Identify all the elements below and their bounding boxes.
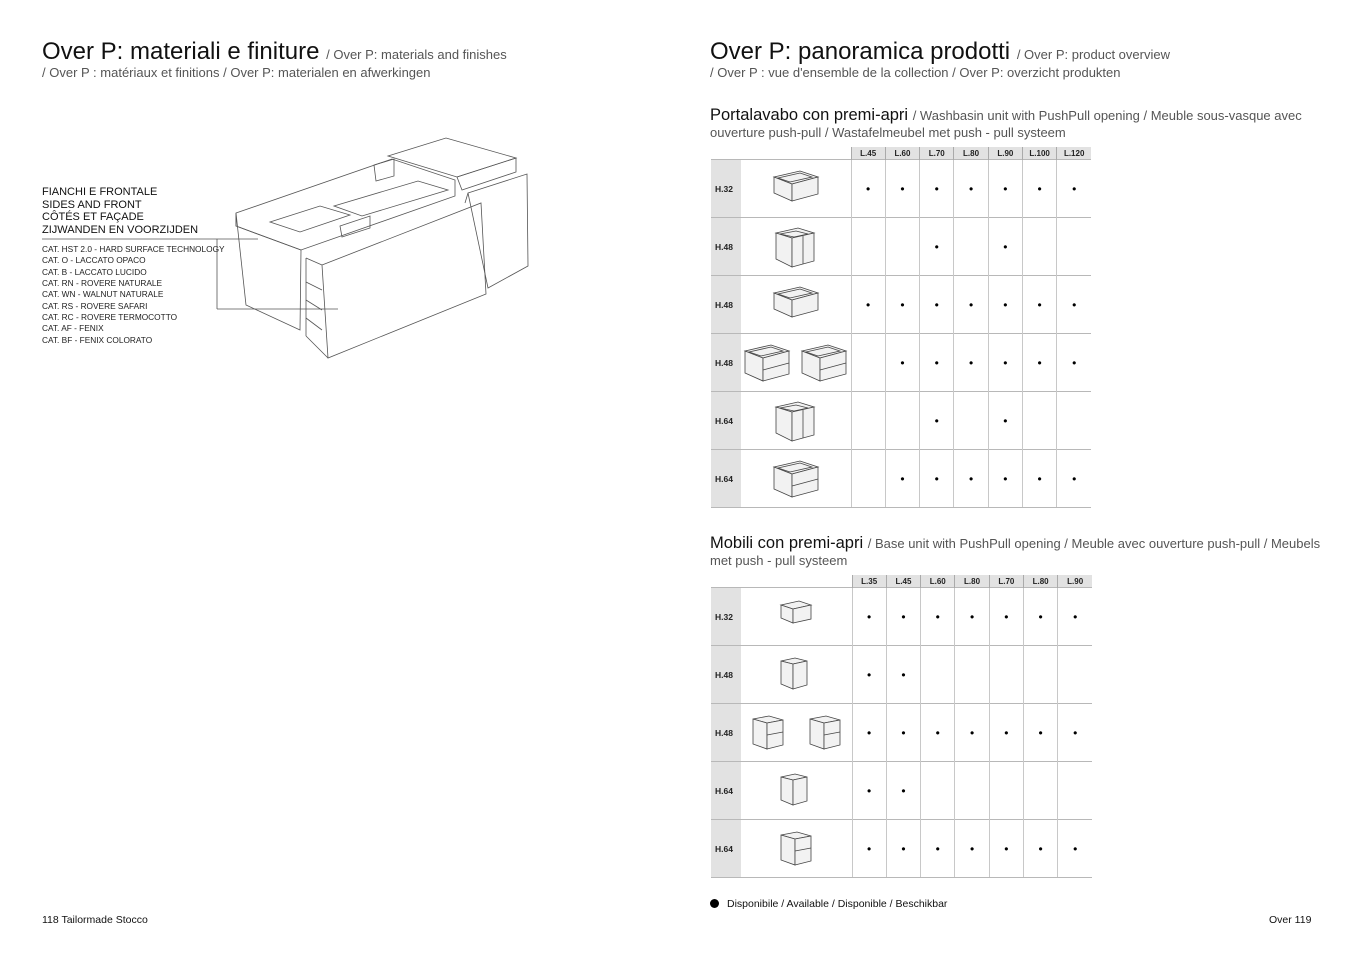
- availability-cell: •: [920, 276, 954, 334]
- legend-text: Disponibile / Available / Disponible / Beschikbar: [727, 898, 948, 910]
- availability-cell: •: [988, 392, 1022, 450]
- base-subtitle: / Base unit with PushPull opening / Meuble avec ouverture push-pull / Meubels: [867, 536, 1321, 551]
- availability-cell: [954, 218, 988, 276]
- finish-category: CAT. B - LACCATO LUCIDO: [42, 266, 147, 277]
- finish-category: CAT. WN - WALNUT NATURALE: [42, 289, 164, 300]
- washbasin-two-drawers-icon: [741, 341, 793, 385]
- width-header: L.45: [886, 575, 920, 588]
- availability-cell: •: [886, 762, 920, 820]
- availability-cell: [1022, 218, 1056, 276]
- width-header: L.70: [989, 575, 1023, 588]
- availability-cell: [1057, 392, 1091, 450]
- availability-cell: •: [920, 450, 954, 508]
- washbasin-subtitle: / Washbasin unit with PushPull opening / Meuble sous-vasque avec: [912, 108, 1302, 123]
- availability-cell: •: [886, 704, 920, 762]
- base-drawer-icon: [777, 597, 815, 637]
- availability-cell: •: [885, 276, 919, 334]
- product-image-cell: [741, 218, 851, 276]
- availability-cell: •: [1057, 450, 1091, 508]
- availability-cell: •: [1023, 588, 1057, 646]
- height-label: H.64: [711, 762, 741, 820]
- height-label: H.48: [711, 334, 741, 392]
- finish-category: CAT. RS - ROVERE SAFARI: [42, 300, 148, 311]
- width-header: L.35: [852, 575, 886, 588]
- base-title: Mobili con premi-apri: [710, 534, 864, 552]
- base-subtitle-2: met push - pull systeem: [710, 553, 848, 568]
- product-image-cell: [741, 762, 852, 820]
- availability-cell: •: [1057, 276, 1091, 334]
- finish-category: CAT. RN - ROVERE NATURALE: [42, 278, 163, 289]
- availability-cell: •: [885, 160, 919, 218]
- right-subline: / Over P : vue d'ensemble de la collection / Over P: overzicht produkten: [710, 65, 1121, 80]
- availability-cell: •: [852, 646, 886, 704]
- availability-cell: •: [886, 820, 920, 878]
- availability-cell: •: [852, 588, 886, 646]
- availability-cell: •: [954, 276, 988, 334]
- finish-category: CAT. O - LACCATO OPACO: [42, 255, 146, 266]
- availability-cell: •: [989, 704, 1023, 762]
- height-label: H.32: [711, 160, 741, 218]
- availability-cell: [885, 392, 919, 450]
- availability-cell: •: [852, 704, 886, 762]
- left-title-sub: / Over P: materials and finishes: [326, 47, 507, 62]
- availability-cell: •: [989, 820, 1023, 878]
- width-header: L.90: [988, 147, 1022, 160]
- width-header: L.90: [1058, 575, 1092, 588]
- width-header: L.100: [1022, 147, 1056, 160]
- finish-category: CAT. AF - FENIX: [42, 323, 104, 334]
- height-label: H.48: [711, 646, 741, 704]
- availability-cell: •: [988, 160, 1022, 218]
- table-header-row: [711, 575, 1092, 588]
- washbasin-title: Portalavabo con premi-apri: [710, 106, 909, 124]
- height-label: H.64: [711, 450, 741, 508]
- availability-cell: [1058, 762, 1092, 820]
- right-title-sub: / Over P: product overview: [1016, 47, 1170, 62]
- width-header: L.45: [851, 147, 885, 160]
- base-door-icon: [777, 771, 815, 811]
- table-row: [711, 218, 1091, 276]
- availability-cell: •: [1023, 820, 1057, 878]
- table-row: [711, 820, 1092, 878]
- width-header: L.70: [920, 147, 954, 160]
- availability-cell: •: [1022, 276, 1056, 334]
- availability-cell: •: [852, 820, 886, 878]
- height-label: H.48: [711, 704, 741, 762]
- availability-cell: [989, 762, 1023, 820]
- availability-cell: •: [954, 450, 988, 508]
- availability-cell: •: [920, 160, 954, 218]
- availability-cell: •: [851, 160, 885, 218]
- availability-cell: •: [1058, 820, 1092, 878]
- availability-cell: [989, 646, 1023, 704]
- base-two-drawers-icon: [806, 713, 844, 753]
- availability-cell: •: [988, 334, 1022, 392]
- availability-cell: [851, 392, 885, 450]
- height-label: H.64: [711, 820, 741, 878]
- availability-cell: •: [920, 392, 954, 450]
- availability-cell: •: [955, 704, 989, 762]
- washbasin-doors-icon: [770, 399, 822, 443]
- height-label: H.48: [711, 276, 741, 334]
- availability-cell: [1022, 392, 1056, 450]
- availability-cell: •: [988, 450, 1022, 508]
- left-title-main: Over P: materiali e finiture: [42, 38, 320, 65]
- finish-category: CAT. RC - ROVERE TERMOCOTTO: [42, 312, 178, 323]
- availability-cell: [851, 450, 885, 508]
- washbasin-drawer-icon: [770, 283, 822, 327]
- availability-cell: •: [885, 334, 919, 392]
- vanity-cabinet-drawing: [0, 0, 560, 380]
- washbasin-subtitle-2: ouverture push-pull / Wastafelmeubel met push - pull systeem: [710, 125, 1066, 140]
- availability-cell: •: [1022, 450, 1056, 508]
- width-header: L.80: [954, 147, 988, 160]
- availability-cell: [1023, 762, 1057, 820]
- table-row: [711, 392, 1091, 450]
- base-availability-table: [711, 575, 1092, 878]
- availability-cell: [921, 646, 955, 704]
- availability-cell: [921, 762, 955, 820]
- availability-cell: •: [920, 218, 954, 276]
- product-image-cell: [741, 334, 851, 392]
- width-header: L.120: [1057, 147, 1091, 160]
- base-two-drawers-icon: [749, 713, 787, 753]
- availability-cell: •: [921, 820, 955, 878]
- availability-cell: •: [955, 588, 989, 646]
- finish-heading: SIDES AND FRONT: [42, 198, 142, 211]
- table-row: [711, 160, 1091, 218]
- availability-cell: [885, 218, 919, 276]
- table-header-row: [711, 147, 1091, 160]
- availability-cell: •: [1057, 334, 1091, 392]
- product-image-cell: [741, 276, 851, 334]
- finish-category: CAT. BF - FENIX COLORATO: [42, 334, 153, 345]
- product-image-cell: [741, 160, 851, 218]
- width-header: L.80: [1023, 575, 1057, 588]
- availability-cell: •: [1022, 160, 1056, 218]
- product-image-cell: [741, 392, 851, 450]
- height-label: H.48: [711, 218, 741, 276]
- table-row: [711, 276, 1091, 334]
- washbasin-section-title: [710, 106, 1302, 125]
- finish-heading: CÔTÉS ET FAÇADE: [42, 211, 144, 223]
- product-image-cell: [741, 704, 852, 762]
- availability-cell: •: [1022, 334, 1056, 392]
- washbasin-two-drawers-icon: [798, 341, 850, 385]
- availability-cell: [1057, 218, 1091, 276]
- width-header: L.80: [955, 575, 989, 588]
- left-subline: / Over P : matériaux et finitions / Over P: materialen en afwerkingen: [42, 65, 431, 80]
- availability-cell: •: [1057, 160, 1091, 218]
- table-row: [711, 762, 1092, 820]
- availability-cell: [955, 762, 989, 820]
- table-row: [711, 646, 1092, 704]
- width-header: L.60: [885, 147, 919, 160]
- availability-cell: •: [851, 276, 885, 334]
- availability-cell: •: [921, 588, 955, 646]
- availability-cell: •: [885, 450, 919, 508]
- availability-cell: [1058, 646, 1092, 704]
- availability-cell: •: [954, 334, 988, 392]
- availability-cell: •: [954, 160, 988, 218]
- finish-heading: ZIJWANDEN EN VOORZIJDEN: [42, 223, 199, 236]
- table-row: [711, 334, 1091, 392]
- product-image-cell: [741, 820, 852, 878]
- left-folio: 118 Tailormade Stocco: [42, 914, 148, 926]
- washbasin-doors-icon: [770, 225, 822, 269]
- availability-cell: •: [1023, 704, 1057, 762]
- availability-cell: [1023, 646, 1057, 704]
- availability-cell: •: [955, 820, 989, 878]
- right-folio: Over 119: [1269, 914, 1312, 926]
- availability-cell: •: [1058, 704, 1092, 762]
- availability-cell: •: [989, 588, 1023, 646]
- base-door-icon: [777, 655, 815, 695]
- availability-cell: [851, 218, 885, 276]
- table-row: [711, 450, 1091, 508]
- availability-cell: •: [886, 588, 920, 646]
- washbasin-drawer-icon: [770, 167, 822, 211]
- washbasin-two-drawers-icon: [770, 457, 822, 501]
- legend: [710, 898, 947, 910]
- finish-heading: FIANCHI E FRONTALE: [42, 186, 158, 198]
- availability-cell: [955, 646, 989, 704]
- base-section-title: [710, 534, 1320, 553]
- width-header: L.60: [921, 575, 955, 588]
- right-page-title: [710, 39, 1170, 68]
- right-title-main: Over P: panoramica prodotti: [710, 38, 1011, 65]
- availability-cell: •: [921, 704, 955, 762]
- product-image-cell: [741, 646, 852, 704]
- height-label: H.32: [711, 588, 741, 646]
- finish-category: CAT. HST 2.0 - HARD SURFACE TECHNOLOGY: [42, 244, 225, 254]
- availability-cell: •: [886, 646, 920, 704]
- availability-cell: •: [852, 762, 886, 820]
- availability-cell: •: [920, 334, 954, 392]
- base-two-drawers-icon: [777, 829, 815, 869]
- washbasin-availability-table: [711, 147, 1091, 508]
- availability-cell: [851, 334, 885, 392]
- availability-cell: •: [988, 276, 1022, 334]
- availability-cell: •: [1058, 588, 1092, 646]
- table-row: [711, 588, 1092, 646]
- availability-cell: [954, 392, 988, 450]
- height-label: H.64: [711, 392, 741, 450]
- table-row: [711, 704, 1092, 762]
- product-image-cell: [741, 450, 851, 508]
- product-image-cell: [741, 588, 852, 646]
- available-dot-icon: [710, 899, 719, 908]
- availability-cell: •: [988, 218, 1022, 276]
